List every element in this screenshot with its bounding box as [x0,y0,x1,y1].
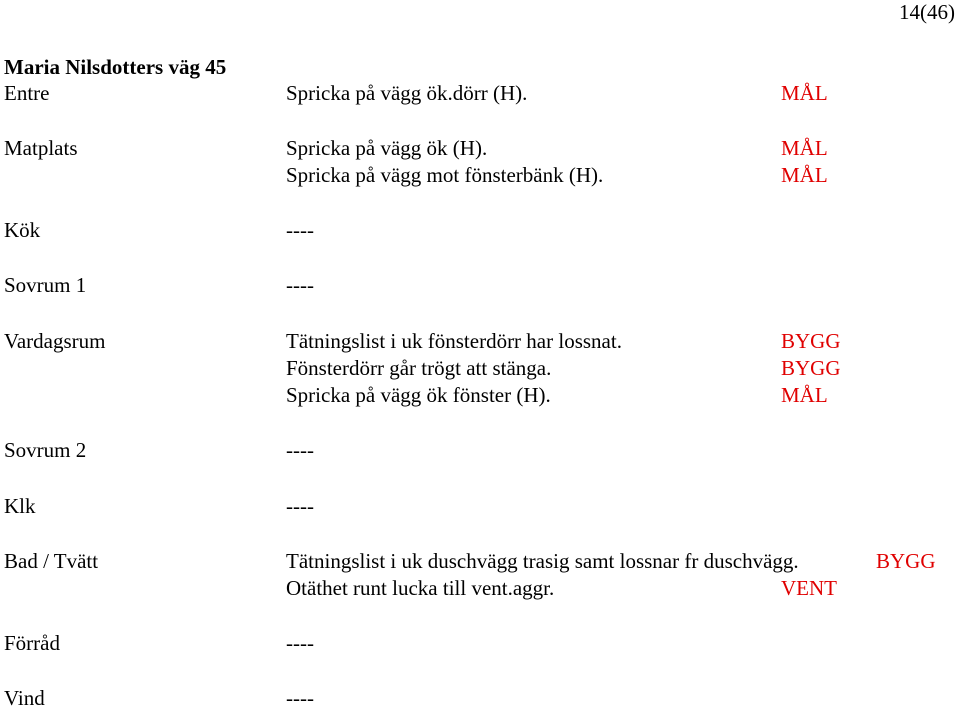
room-sovrum-2: Sovrum 2 [4,438,87,462]
remark-text: Spricka på vägg ök fönster (H). [286,383,551,407]
room-klk: Klk [4,494,36,518]
remark-text: Tätningslist i uk fönsterdörr har lossnat. [286,329,622,353]
remark-text: ---- [286,218,314,242]
remark-text: Otäthet runt lucka till vent.aggr. [286,576,555,600]
room-matplats: Matplats [4,136,78,160]
remark-category: MÅL [781,383,828,407]
remark-category: BYGG [781,356,841,380]
remark-text: Fönsterdörr går trögt att stänga. [286,356,552,380]
remark-category: VENT [781,576,837,600]
remark-category: BYGG [876,549,936,573]
remark-text: Spricka på vägg ök.dörr (H). [286,81,528,105]
remark-text: ---- [286,438,314,462]
remark-category: MÅL [781,81,828,105]
room-vardagsrum: Vardagsrum [4,329,106,353]
room-forrad: Förråd [4,631,60,655]
page-number: 14(46) [899,0,955,24]
room-sovrum-1: Sovrum 1 [4,273,87,297]
remark-text: ---- [286,494,314,518]
remark-text: ---- [286,686,314,710]
remark-text: ---- [286,273,314,297]
remark-text: Spricka på vägg ök (H). [286,136,488,160]
remark-category: MÅL [781,136,828,160]
remark-text: Spricka på vägg mot fönsterbänk (H). [286,163,604,187]
remark-text: Tätningslist i uk duschvägg trasig samt lossnar fr duschvägg. [286,549,799,573]
remark-category: BYGG [781,329,841,353]
room-entre: Entre [4,81,50,105]
room-vind: Vind [4,686,45,710]
room-kok: Kök [4,218,41,242]
remark-text: ---- [286,631,314,655]
property-address: Maria Nilsdotters väg 45 [4,55,227,79]
remark-category: MÅL [781,163,828,187]
room-bad-tvatt: Bad / Tvätt [4,549,99,573]
